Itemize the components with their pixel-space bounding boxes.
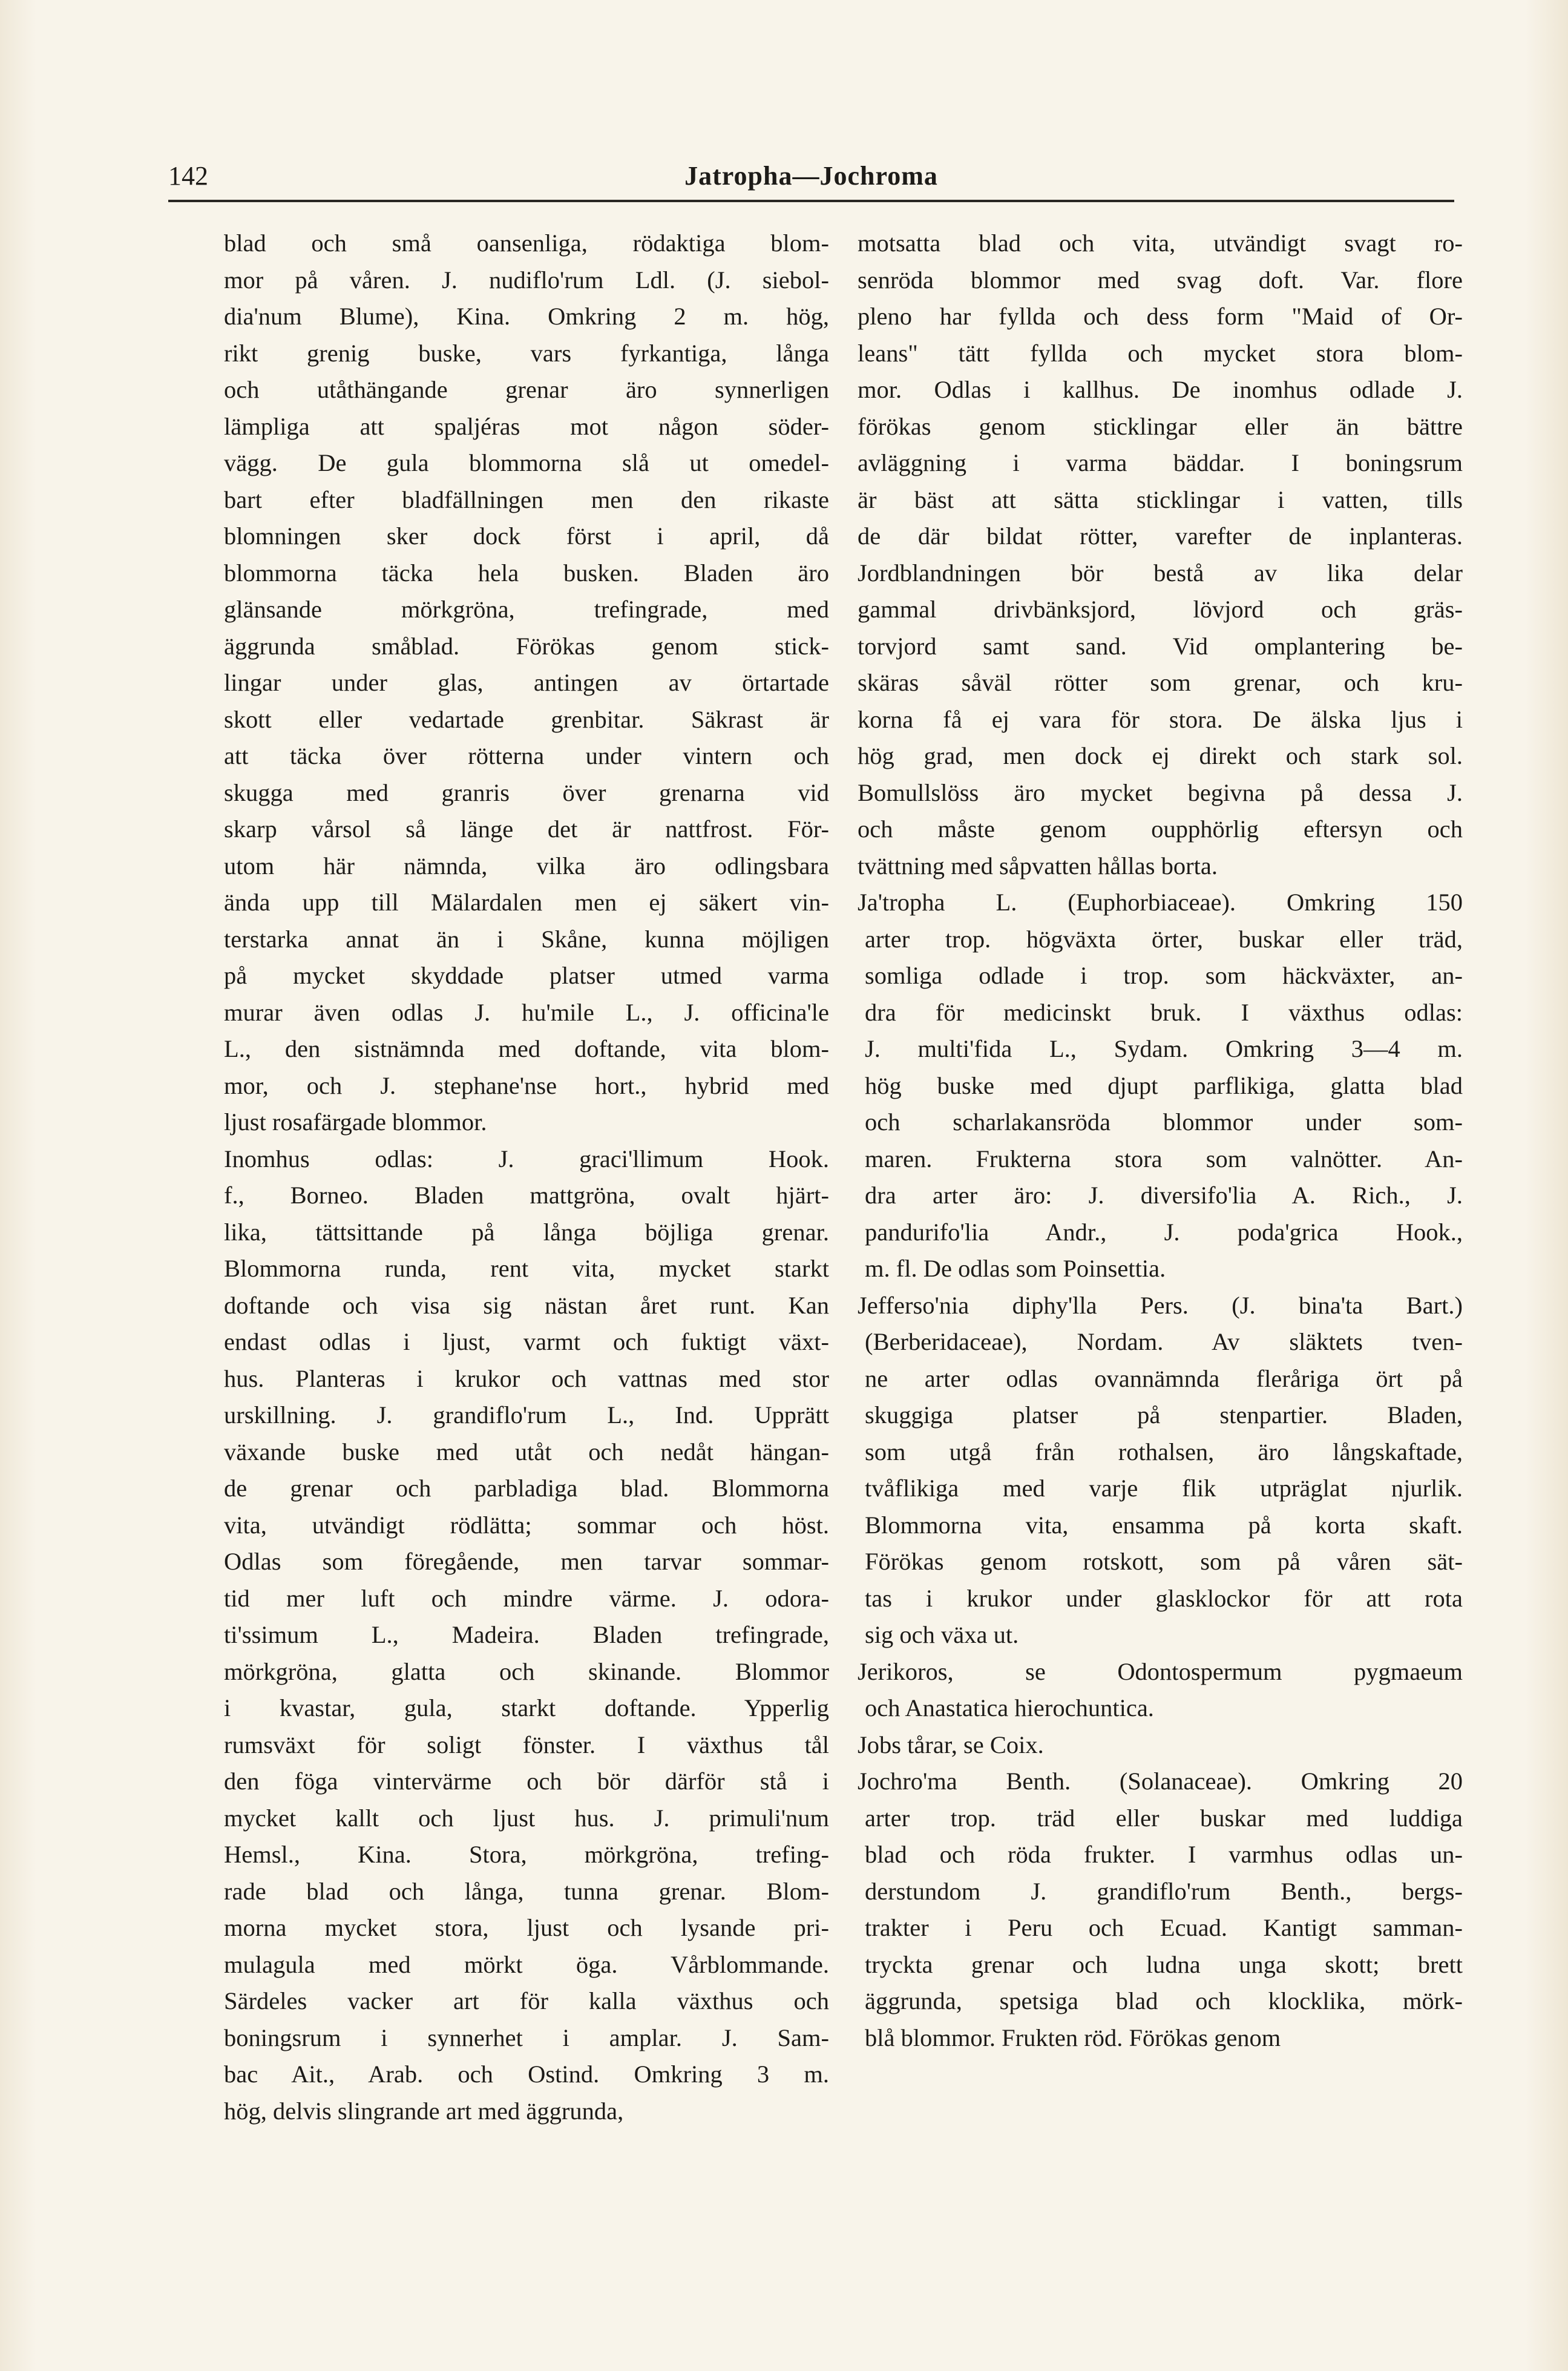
text-line: hus. Planteras i krukor och vattnas med stor	[224, 1364, 829, 1392]
text-line: vägg. De gula blommorna slå ut omedel-	[224, 449, 829, 476]
text-line: blad och röda frukter. I varmhus odlas un-	[865, 1841, 1463, 1868]
text-line: Blommorna vita, ensamma på korta skaft.	[865, 1511, 1463, 1539]
text-line: korna få ej vara för stora. De älska ljus i	[858, 705, 1463, 733]
text-line: dia'num Blume), Kina. Omkring 2 m. hög,	[224, 303, 829, 330]
text-line: avläggning i varma bäddar. I boningsrum	[858, 449, 1463, 476]
text-line: som utgå från rothalsen, äro långskaftade,	[865, 1438, 1463, 1465]
text-line: Jochro'ma Benth. (Solanaceae). Omkring 20	[858, 1768, 1463, 1795]
text-line: lingar under glas, antingen av örtartade	[224, 669, 829, 696]
text-line: gammal drivbänksjord, lövjord och gräs-	[858, 596, 1463, 623]
text-line: ne arter odlas ovannämnda fleråriga ört på	[865, 1364, 1463, 1392]
text-line: Blommorna runda, rent vita, mycket starkt	[224, 1255, 829, 1282]
text-line: skugga med granris över grenarna vid	[224, 778, 829, 806]
text-line: skott eller vedartade grenbitar. Säkrast är	[224, 705, 829, 733]
text-line: maren. Frukterna stora som valnötter. An-	[865, 1145, 1463, 1172]
text-line: växande buske med utåt och nedåt hängan-	[224, 1438, 829, 1465]
right-column	[858, 225, 1463, 2056]
text-line: boningsrum i synnerhet i amplar. J. Sam-	[224, 2024, 829, 2051]
text-line: mörkgröna, glatta och skinande. Blommor	[224, 1657, 829, 1685]
text-line: blomningen sker dock först i april, då	[224, 522, 829, 550]
text-line: rade blad och långa, tunna grenar. Blom-	[224, 1877, 829, 1905]
text-line: derstundom J. grandiflo'rum Benth., bergs-	[865, 1877, 1463, 1905]
text-line: tvåflikiga med varje flik utpräglat njurlik.	[865, 1475, 1463, 1502]
running-head: Jatropha—Jochroma	[684, 161, 938, 191]
text-line: Odlas som föregående, men tarvar sommar-	[224, 1548, 829, 1575]
text-line: torvjord samt sand. Vid omplantering be-	[858, 632, 1463, 660]
text-line: glänsande mörkgröna, trefingrade, med	[224, 596, 829, 623]
text-line: skarp vårsol så länge det är nattfrost. För-	[224, 815, 829, 843]
text-line: mulagula med mörkt öga. Vårblommande.	[224, 1950, 829, 1978]
page-number: 142	[168, 161, 208, 191]
text-line: leans" tätt fyllda och mycket stora blom-	[858, 339, 1463, 367]
text-line: utom här nämnda, vilka äro odlingsbara	[224, 852, 829, 880]
left-column	[224, 225, 829, 2129]
text-line: är bäst att sätta sticklingar i vatten, tills	[858, 485, 1463, 513]
text-line: J. multi'fida L., Sydam. Omkring 3—4 m.	[865, 1035, 1463, 1062]
text-line: lika, tättsittande på långa böjliga grenar.	[224, 1218, 829, 1246]
text-line: urskillning. J. grandiflo'rum L., Ind. Upprätt	[224, 1401, 829, 1429]
text-line: senröda blommor med svag doft. Var. flore	[858, 266, 1463, 294]
text-line: äggrunda småblad. Förökas genom stick-	[224, 632, 829, 660]
text-line: ända upp till Mälardalen men ej säkert vin-	[224, 889, 829, 916]
text-line: skäras såväl rötter som grenar, och kru-	[858, 669, 1463, 696]
text-line: tryckta grenar och ludna unga skott; brett	[865, 1950, 1463, 1978]
text-line: Jerikoros, se Odontospermum pygmaeum	[858, 1657, 1463, 1685]
text-line: (Berberidaceae), Nordam. Av släktets tven-	[865, 1328, 1463, 1355]
text-line: sig och växa ut.	[865, 1621, 1019, 1648]
text-line: rumsväxt för soligt fönster. I växthus tål	[224, 1731, 829, 1758]
text-line: den föga vintervärme och bör därför stå i	[224, 1768, 829, 1795]
text-line: ljust rosafärgade blommor.	[224, 1108, 487, 1136]
text-line: Hemsl., Kina. Stora, mörkgröna, trefing-	[224, 1841, 829, 1868]
text-line: mycket kallt och ljust hus. J. primuli'num	[224, 1804, 829, 1832]
text-line: hög grad, men dock ej direkt och stark sol.	[858, 742, 1463, 769]
text-line: i kvastar, gula, starkt doftande. Ypperlig	[224, 1694, 829, 1722]
text-line: på mycket skyddade platser utmed varma	[224, 962, 829, 989]
text-line: dra för medicinskt bruk. I växthus odlas:	[865, 998, 1463, 1026]
text-line: bart efter bladfällningen men den rikaste	[224, 485, 829, 513]
text-line: bac Ait., Arab. och Ostind. Omkring 3 m.	[224, 2060, 829, 2088]
text-line: vita, utvändigt rödlätta; sommar och höst.	[224, 1511, 829, 1539]
text-line: tvättning med såpvatten hållas borta.	[858, 852, 1218, 880]
text-line: mor, och J. stephane'nse hort., hybrid med	[224, 1071, 829, 1099]
text-line: Jobs tårar, se Coix.	[858, 1731, 1044, 1758]
text-line: murar även odlas J. hu'mile L., J. officina'le	[224, 998, 829, 1026]
text-line: ti'ssimum L., Madeira. Bladen trefingrade,	[224, 1621, 829, 1648]
text-line: f., Borneo. Bladen mattgröna, ovalt hjärt-	[224, 1182, 829, 1209]
text-line: arter trop. träd eller buskar med luddiga	[865, 1804, 1463, 1832]
text-line: Förökas genom rotskott, som på våren sät-	[865, 1548, 1463, 1575]
text-line: mor på våren. J. nudiflo'rum Ldl. (J. siebol-	[224, 266, 829, 294]
text-line: och utåthängande grenar äro synnerligen	[224, 376, 829, 403]
text-line: och Anastatica hierochuntica.	[865, 1694, 1154, 1722]
text-line: de där bildat rötter, varefter de inplanteras.	[858, 522, 1463, 550]
text-line: hög, delvis slingrande art med äggrunda,	[224, 2097, 624, 2125]
text-line: doftande och visa sig nästan året runt. Kan	[224, 1291, 829, 1319]
text-line: tas i krukor under glasklockor för att rota	[865, 1584, 1463, 1612]
text-line: lämpliga att spaljéras mot någon söder-	[224, 412, 829, 440]
text-line: m. fl. De odlas som Poinsettia.	[865, 1255, 1166, 1282]
text-line: Jefferso'nia diphy'lla Pers. (J. bina'ta Bart.)	[858, 1291, 1463, 1319]
text-line: Bomullslöss äro mycket begivna på dessa J.	[858, 778, 1463, 806]
text-line: äggrunda, spetsiga blad och klocklika, mörk-	[865, 1987, 1463, 2014]
text-line: de grenar och parbladiga blad. Blommorna	[224, 1475, 829, 1502]
text-line: Särdeles vacker art för kalla växthus och	[224, 1987, 829, 2014]
text-line: somliga odlade i trop. som häckväxter, an-	[865, 962, 1463, 989]
text-line: att täcka över rötterna under vintern och	[224, 742, 829, 769]
text-line: Inomhus odlas: J. graci'llimum Hook.	[224, 1145, 829, 1172]
text-line: arter trop. högväxta örter, buskar eller träd,	[865, 925, 1463, 953]
text-line: dra arter äro: J. diversifo'lia A. Rich., J.	[865, 1182, 1463, 1209]
text-line: blå blommor. Frukten röd. Förökas genom	[865, 2024, 1281, 2051]
text-line: Jordblandningen bör bestå av lika delar	[858, 559, 1463, 587]
text-line: hög buske med djupt parflikiga, glatta blad	[865, 1071, 1463, 1099]
text-line: och måste genom oupphörlig eftersyn och	[858, 815, 1463, 843]
text-line: pandurifo'lia Andr., J. poda'grica Hook.,	[865, 1218, 1463, 1246]
text-line: endast odlas i ljust, varmt och fuktigt växt-	[224, 1328, 829, 1355]
text-line: terstarka annat än i Skåne, kunna möjligen	[224, 925, 829, 953]
page-header	[168, 145, 1454, 202]
text-line: blad och små oansenliga, rödaktiga blom-	[224, 229, 829, 257]
text-line: motsatta blad och vita, utvändigt svagt ro-	[858, 229, 1463, 257]
text-line: morna mycket stora, ljust och lysande pri-	[224, 1914, 829, 1941]
text-line: pleno har fyllda och dess form "Maid of Or-	[858, 303, 1463, 330]
text-line: blommorna täcka hela busken. Bladen äro	[224, 559, 829, 587]
text-line: Ja'tropha L. (Euphorbiaceae). Omkring 150	[858, 889, 1463, 916]
text-line: rikt grenig buske, vars fyrkantiga, långa	[224, 339, 829, 367]
text-line: och scharlakansröda blommor under som-	[865, 1108, 1463, 1136]
text-line: förökas genom sticklingar eller än bättre	[858, 412, 1463, 440]
text-line: tid mer luft och mindre värme. J. odora-	[224, 1584, 829, 1612]
text-line: trakter i Peru och Ecuad. Kantigt samman-	[865, 1914, 1463, 1941]
text-line: mor. Odlas i kallhus. De inomhus odlade J.	[858, 376, 1463, 403]
text-line: L., den sistnämnda med doftande, vita blom-	[224, 1035, 829, 1062]
text-line: skuggiga platser på stenpartier. Bladen,	[865, 1401, 1463, 1429]
